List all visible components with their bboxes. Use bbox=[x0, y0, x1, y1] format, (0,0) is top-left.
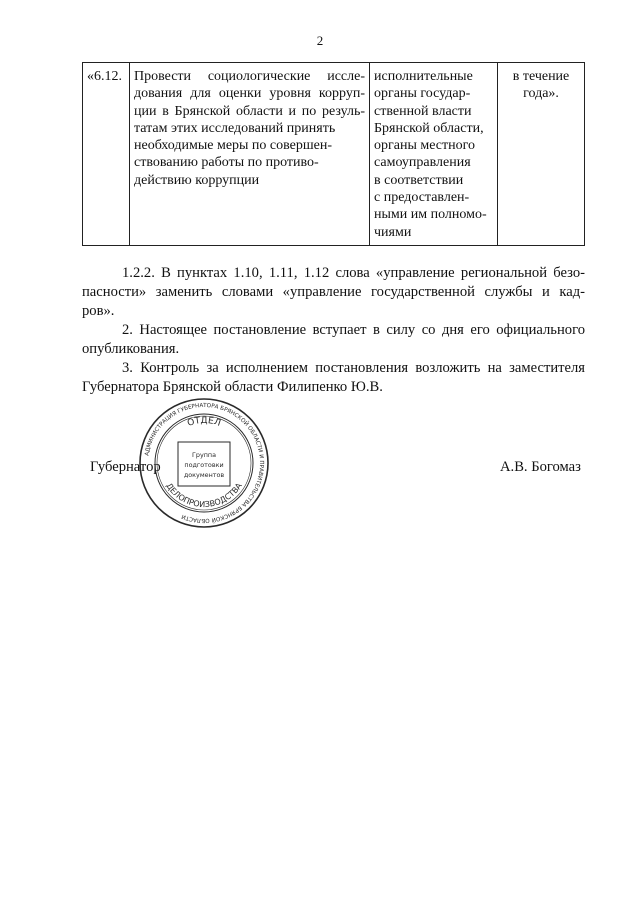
paragraph-line: 1.2.2. В пунктах 1.10, 1.11, 1.12 слова «управление региональной безо- bbox=[122, 265, 585, 281]
svg-text:ДЕЛОПРОИЗВОДСТВА bbox=[164, 481, 244, 509]
executor-cell bbox=[370, 63, 498, 246]
paragraph-line: Губернатора Брянской области Филипенко Ю.В. bbox=[82, 379, 383, 395]
executor-line: Брянской области, bbox=[374, 120, 484, 136]
page-number: 2 bbox=[316, 33, 324, 48]
action-line: необходимые меры по совершен- bbox=[134, 138, 333, 154]
term-line: года». bbox=[523, 86, 559, 102]
stamp-dept-bottom: ДЕЛОПРОИЗВОДСТВА bbox=[164, 481, 244, 510]
executor-line: самоуправления bbox=[374, 155, 471, 171]
stamp-center-line: Группа bbox=[191, 451, 217, 459]
executor-line: органы государ- bbox=[374, 86, 471, 102]
item-number-cell bbox=[83, 63, 130, 246]
executor-line: исполнительные bbox=[374, 69, 473, 84]
stamp-dept-top: ОТДЕЛ bbox=[186, 415, 222, 429]
svg-text:ОТДЕЛ bbox=[186, 416, 222, 429]
action-cell bbox=[130, 63, 370, 246]
signatory-position: Губернатор bbox=[90, 459, 161, 475]
term-line: в течение bbox=[512, 69, 570, 84]
executor-line: чиями bbox=[374, 224, 412, 240]
stamp-center-line: документов bbox=[183, 471, 225, 479]
paragraph-line: ров». bbox=[82, 303, 115, 319]
paragraph-3 bbox=[82, 359, 585, 397]
paragraph-line: 3. Контроль за исполнением постановления возложить на заместителя bbox=[122, 360, 585, 376]
executor-line: с предоставлен- bbox=[374, 190, 470, 206]
term-cell bbox=[498, 63, 585, 246]
action-line: дования для оценки уровня корруп- bbox=[134, 86, 365, 102]
signatory-name: А.В. Богомаз bbox=[500, 459, 581, 475]
item-number: «6.12. bbox=[87, 69, 122, 84]
action-line: ции в Брянской области и по резуль- bbox=[134, 103, 365, 119]
action-line: татам этих исследований принять bbox=[134, 120, 336, 136]
executor-line: ными им полномо- bbox=[374, 207, 487, 223]
paragraph-1-2-2 bbox=[82, 264, 585, 321]
action-line: Провести социологические иссле- bbox=[134, 69, 365, 84]
stamp-ring-text: АДМИНИСТРАЦИЯ ГУБЕРНАТОРА БРЯНСКОЙ ОБЛАСТИ И ПРАВИТЕЛЬСТВА БРЯНСКОЙ ОБЛАСТИ bbox=[144, 402, 265, 524]
executor-line: в соответствии bbox=[374, 172, 464, 188]
table-row bbox=[83, 63, 585, 246]
paragraph-2 bbox=[82, 321, 585, 359]
executor-line: ственной власти bbox=[374, 103, 472, 119]
stamp-center-line: подготовки bbox=[184, 461, 224, 469]
paragraph-line: пасности» заменить словами «управление государственной службы и кад- bbox=[82, 284, 585, 300]
measures-table bbox=[82, 62, 585, 246]
executor-line: органы местного bbox=[374, 138, 475, 154]
paragraph-line: 2. Настоящее постановление вступает в силу со дня его официального bbox=[122, 322, 585, 338]
action-line: действию коррупции bbox=[134, 172, 260, 188]
paragraph-line: опубликования. bbox=[82, 341, 180, 357]
office-stamp bbox=[138, 397, 270, 529]
action-line: ствованию работы по противо- bbox=[134, 155, 319, 171]
